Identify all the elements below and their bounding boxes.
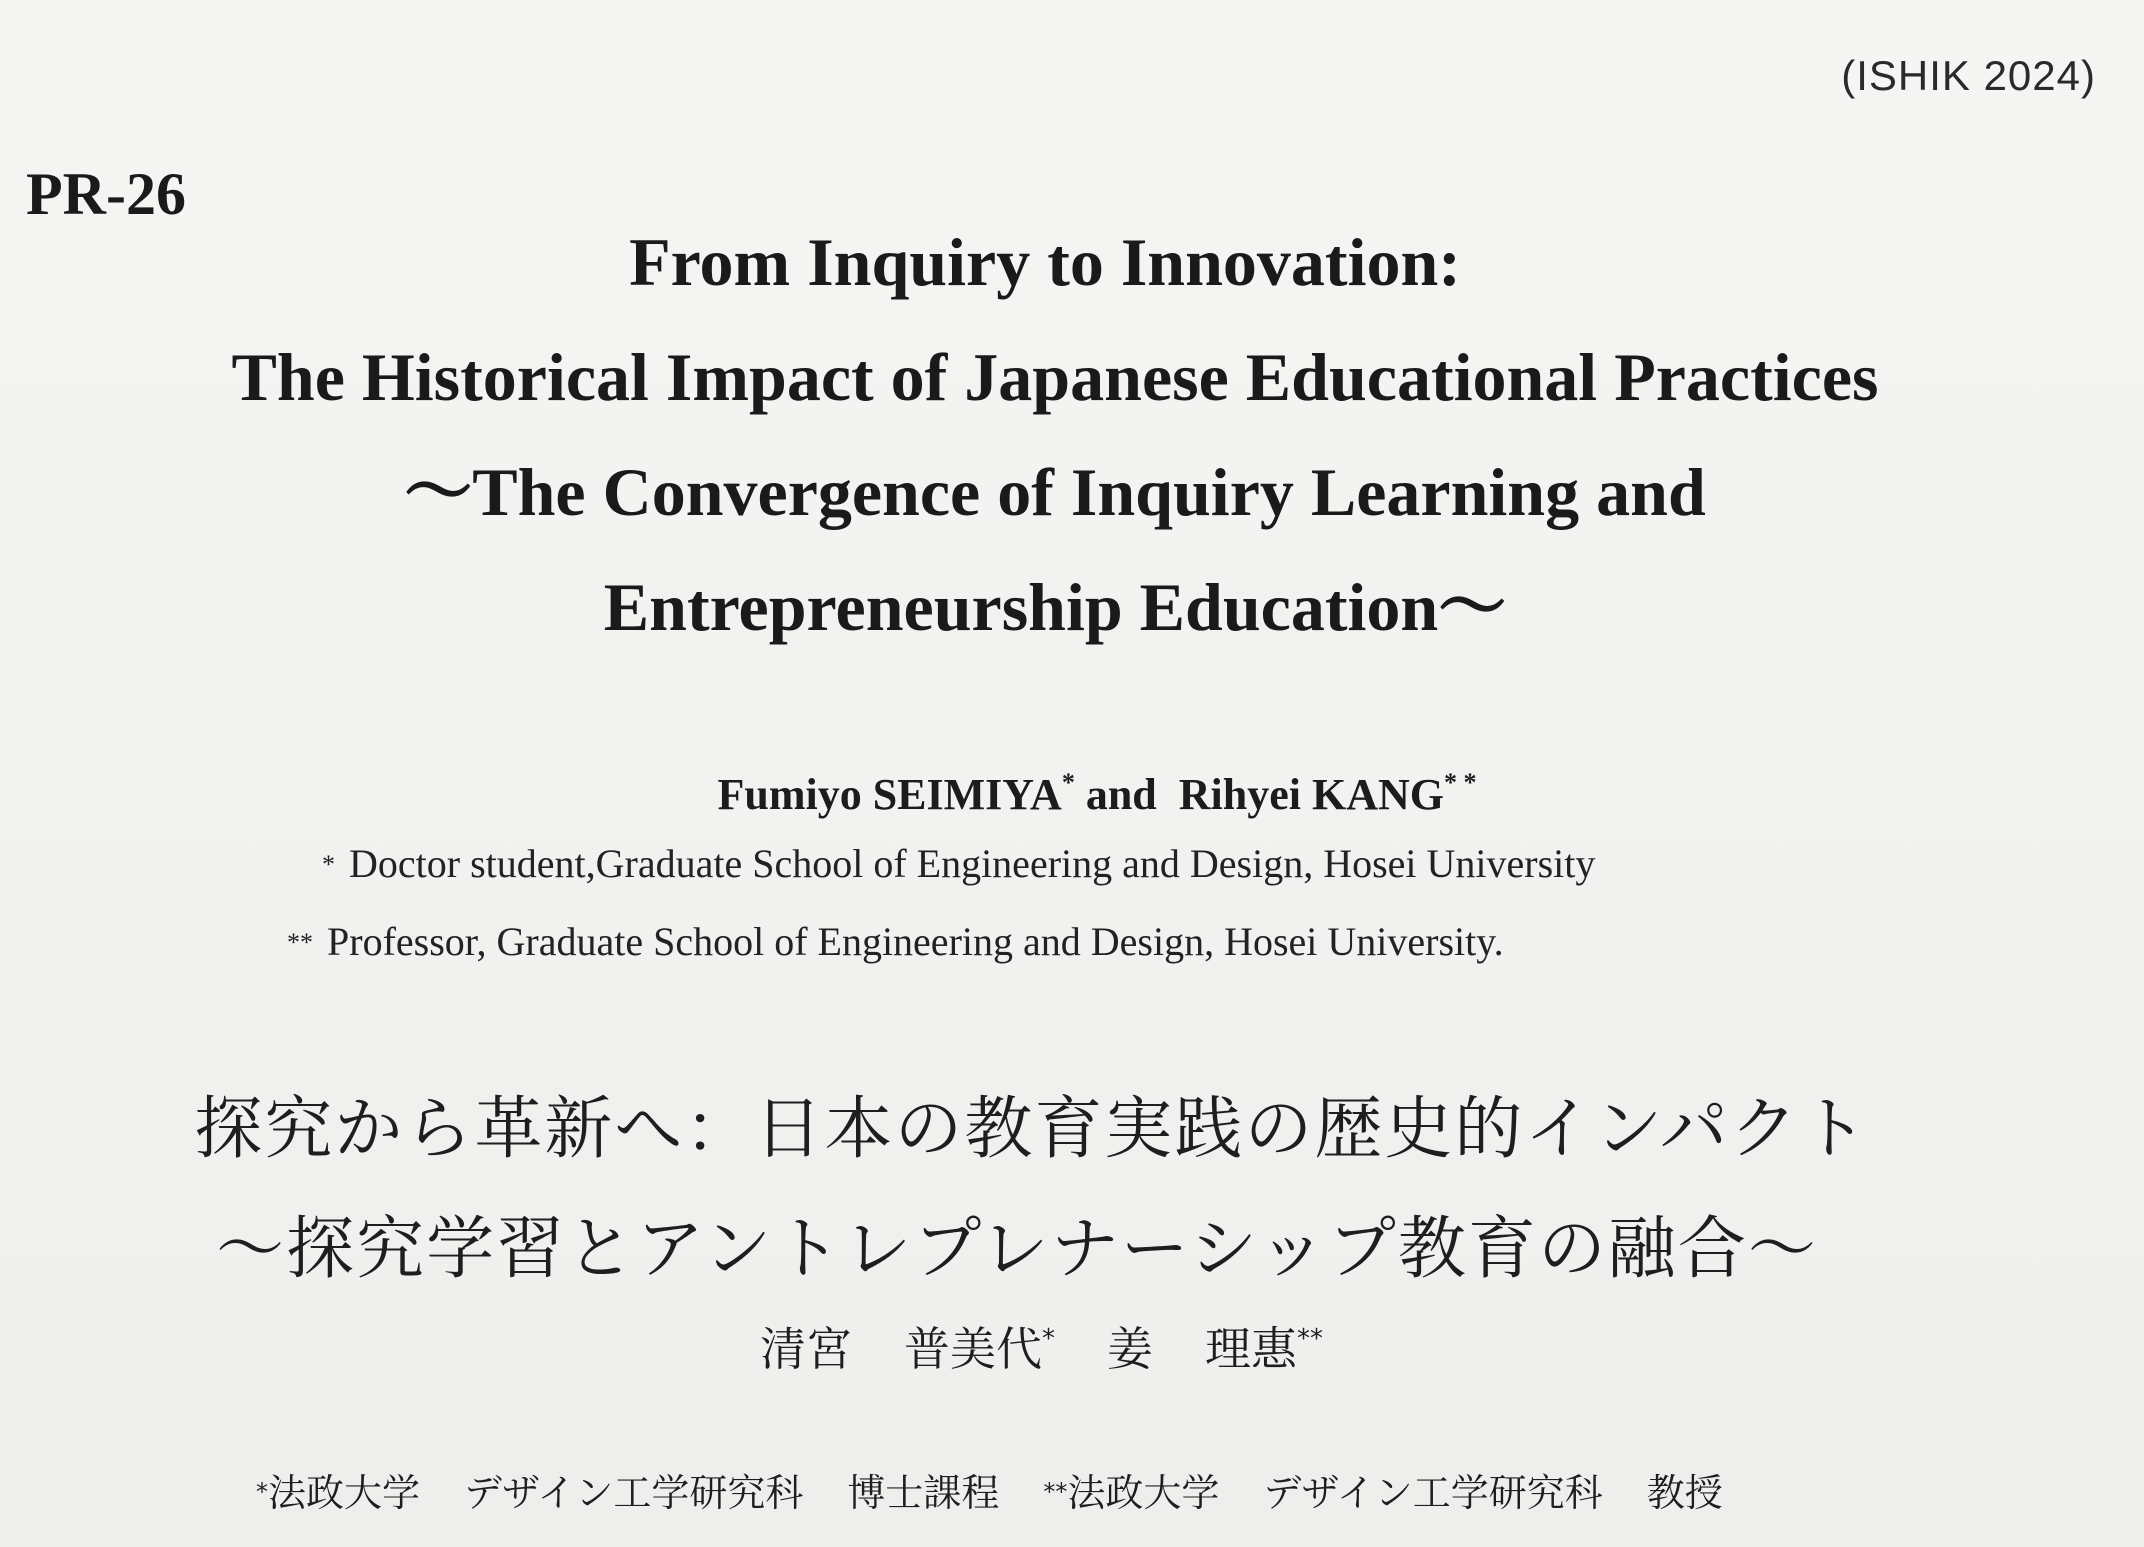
jp-affiliation-2-position: 教授	[1646, 1471, 1723, 1515]
jp-author-1-given: 普美代	[904, 1322, 1042, 1376]
author-conjunction: and	[1085, 770, 1157, 819]
author-1-name: Fumiyo SEIMIYA	[717, 770, 1062, 819]
jp-affiliation-2-mark: **	[1043, 1478, 1068, 1506]
japanese-author-list	[760, 1313, 1323, 1379]
author-list	[0, 768, 2144, 820]
jp-author-1-mark: *	[1042, 1324, 1055, 1354]
author-2-name: Rihyei KANG	[1178, 770, 1445, 819]
japanese-title-line-1: 探究から革新へ：日本の教育実践の歴史的インパクト	[194, 1090, 1870, 1169]
jp-author-1-family: 清宮	[760, 1322, 852, 1376]
conference-tag: (ISHIK 2024)	[1841, 52, 2096, 99]
paper-id: PR-26	[26, 161, 186, 227]
jp-author-2-given: 理惠	[1205, 1322, 1297, 1376]
author-1-mark: *	[1061, 768, 1075, 797]
jp-affiliation-1-university: 法政大学	[268, 1471, 421, 1515]
japanese-affiliations	[256, 1462, 1723, 1517]
title-line-1: From Inquiry to Innovation:	[629, 224, 1461, 300]
affiliation-2-text: Professor, Graduate School of Engineering and Design, Hosei University.	[327, 919, 1504, 964]
jp-author-2-family: 姜	[1107, 1322, 1153, 1376]
jp-author-2-mark: **	[1297, 1324, 1323, 1354]
jp-affiliation-2-university: 法政大学	[1067, 1471, 1220, 1515]
author-2-mark: * *	[1444, 768, 1477, 797]
affiliation-1-text: Doctor student,Graduate School of Engineering and Design, Hosei University	[349, 841, 1596, 886]
jp-affiliation-2-department: デザイン工学研究科	[1263, 1471, 1603, 1515]
english-title	[0, 224, 2110, 645]
title-line-2: The Historical Impact of Japanese Educational Practices	[231, 339, 1879, 415]
jp-affiliation-1-department: デザイン工学研究科	[464, 1471, 804, 1515]
title-line-3: ～The Convergence of Inquiry Learning and	[404, 454, 1706, 530]
affiliation-2-mark: **	[287, 928, 313, 957]
jp-affiliation-1-mark: *	[256, 1478, 268, 1506]
japanese-title-line-2: ～探究学習とアントレプレナーシップ教育の融合～	[216, 1210, 1818, 1289]
affiliation-1	[322, 840, 1595, 887]
jp-affiliation-1-position: 博士課程	[847, 1471, 1000, 1515]
affiliation-2	[287, 918, 1504, 965]
affiliation-1-mark: *	[322, 850, 335, 879]
title-line-4: Entrepreneurship Education～	[603, 569, 1507, 645]
